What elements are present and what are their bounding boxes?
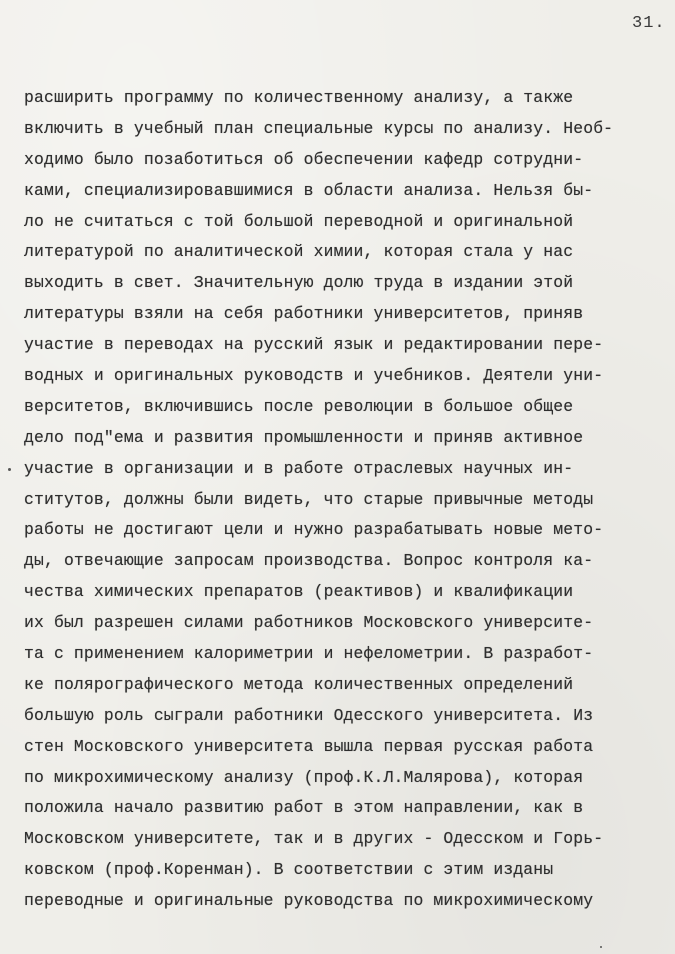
text-line: участие в переводах на русский язык и редактировании пере- xyxy=(24,335,604,355)
text-line: большую роль сыграли работники Одесского университета. Из xyxy=(24,705,594,725)
text-line: ходимо было позаботиться об обеспечении кафедр сотрудни- xyxy=(24,149,584,169)
text-line: ститутов, должны были видеть, что старые привычные методы xyxy=(24,489,594,509)
text-line: выходить в свет. Значительную долю труда в издании этой xyxy=(24,273,574,293)
text-line: литературы взяли на себя работники университетов, приняв xyxy=(24,304,584,324)
text-line: дело под"ема и развития промышленности и приняв активное xyxy=(24,427,584,447)
body-text xyxy=(24,83,664,917)
text-line: водных и оригинальных руководств и учебников. Деятели уни- xyxy=(24,366,604,386)
text-line: включить в учебный план специальные курсы по анализу. Необ- xyxy=(24,118,614,138)
ink-speck xyxy=(600,946,602,948)
text-line: стен Московского университета вышла первая русская работа xyxy=(24,736,594,756)
text-line: работы не достигают цели и нужно разрабатывать новые мето- xyxy=(24,520,604,540)
text-line: расширить программу по количественному анализу, а также xyxy=(24,88,574,107)
text-line: ковском (проф.Коренман). В соответствии с этим изданы xyxy=(24,860,554,880)
text-line: по микрохимическому анализу (проф.К.Л.Малярова), которая xyxy=(24,767,584,787)
ink-speck xyxy=(8,468,11,471)
text-line: ке полярографического метода количественных определений xyxy=(24,674,574,694)
text-line: участие в организации и в работе отраслевых научных ин- xyxy=(24,458,574,478)
text-line: Московском университете, так и в других - Одесском и Горь- xyxy=(24,829,604,849)
text-line: их был разрешен силами работников Московского университе- xyxy=(24,613,594,633)
text-line: литературой по аналитической химии, которая стала у нас xyxy=(24,242,574,262)
text-line: ды, отвечающие запросам производства. Вопрос контроля ка- xyxy=(24,551,594,571)
text-line: ками, специализировавшимися в области анализа. Нельзя бы- xyxy=(24,180,594,200)
text-line: верситетов, включившись после революции в большое общее xyxy=(24,396,574,416)
text-line: та с применением калориметрии и нефелометрии. В разработ- xyxy=(24,644,594,664)
page-number: 31. xyxy=(632,14,666,33)
text-line: чества химических препаратов (реактивов) и квалификации xyxy=(24,582,574,602)
text-line: ло не считаться с той большой переводной и оригинальной xyxy=(24,211,574,231)
text-line: положила начало развитию работ в этом направлении, как в xyxy=(24,798,584,818)
text-line: переводные и оригинальные руководства по микрохимическому xyxy=(24,891,594,911)
